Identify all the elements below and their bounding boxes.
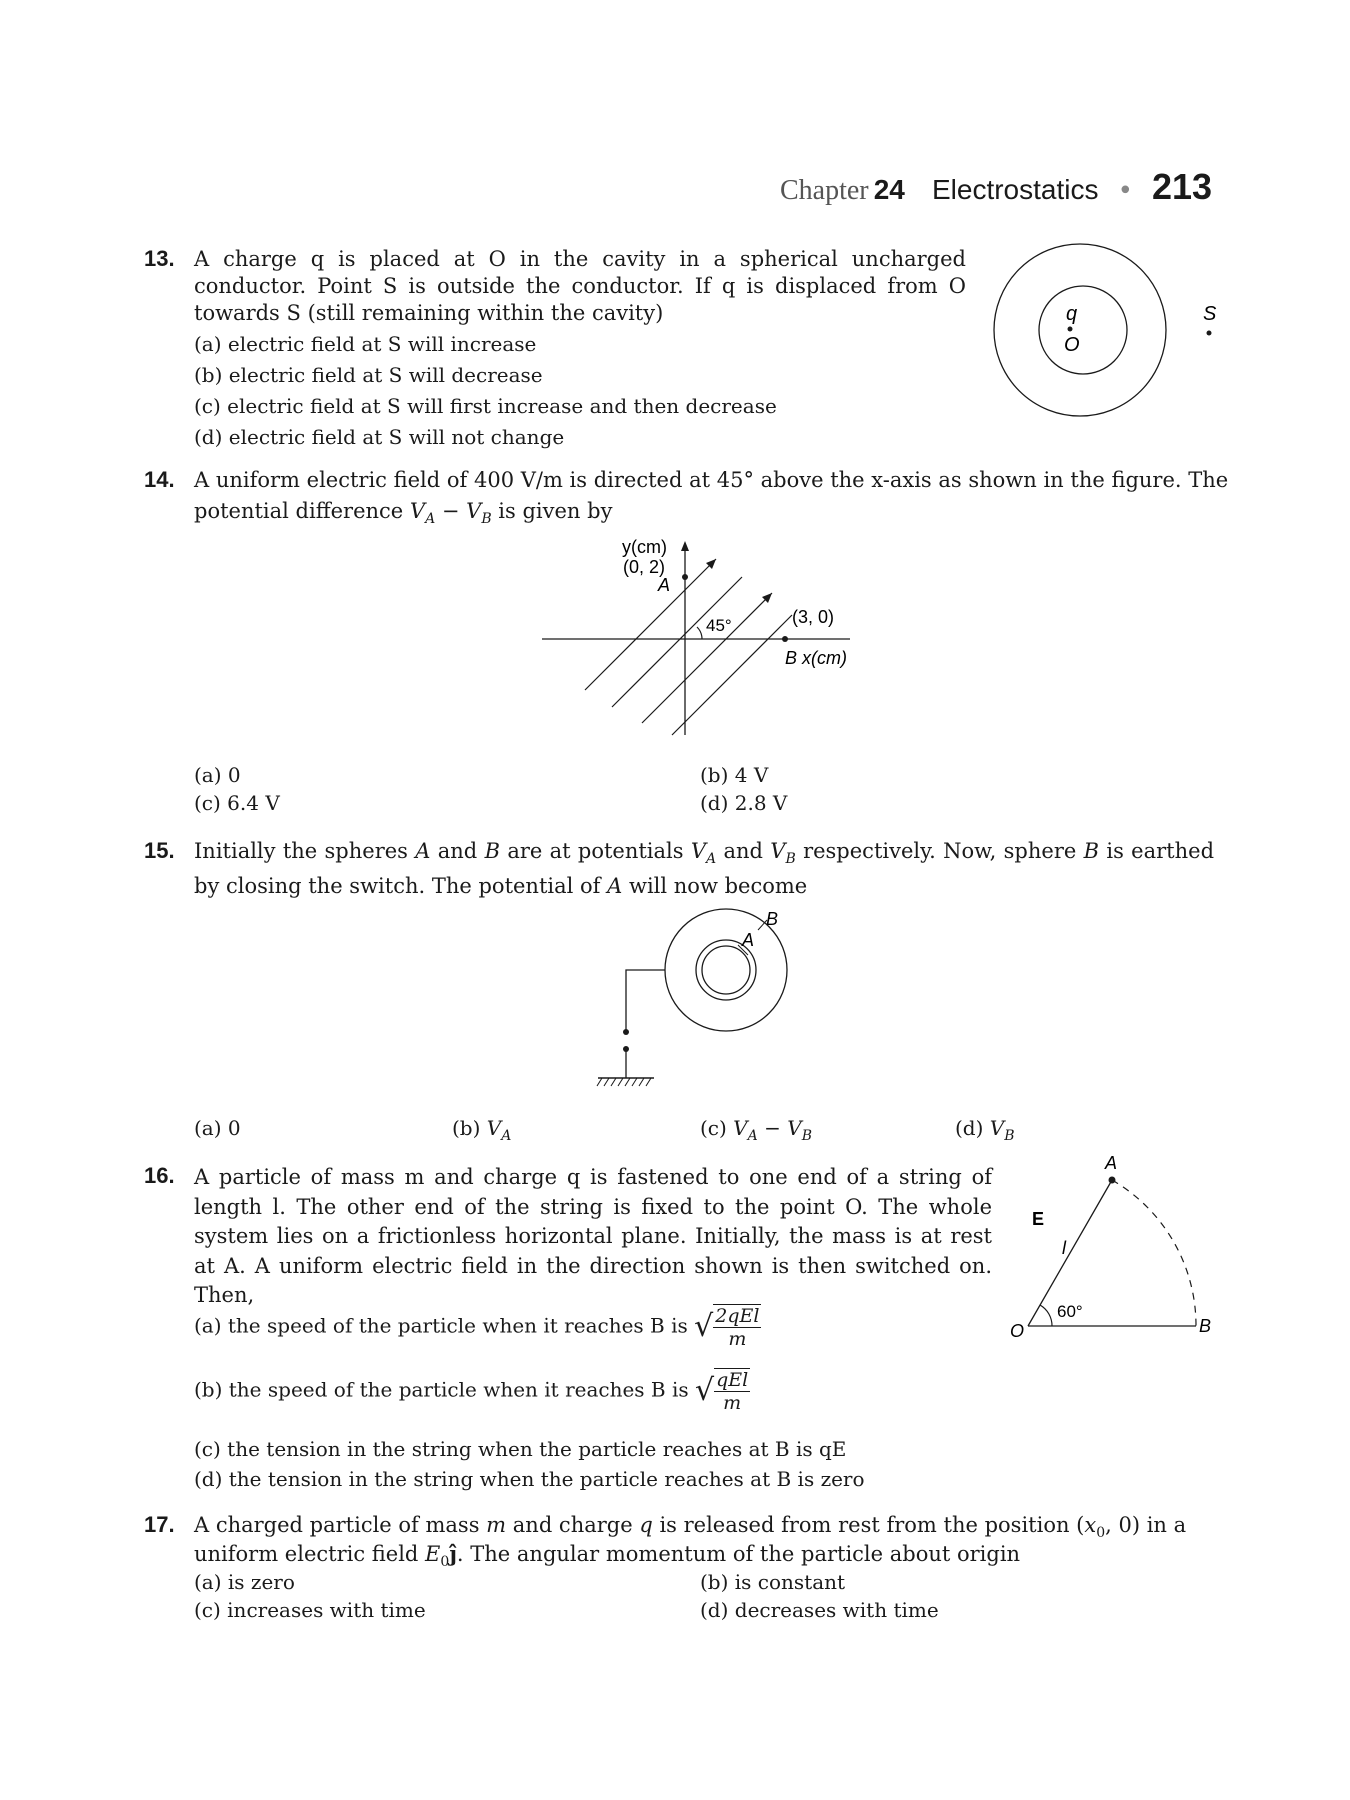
q15-number: 15.	[144, 838, 175, 863]
q13-option-a: (a) electric field at S will increase	[194, 332, 537, 356]
q16-angle-label: 60°	[1057, 1302, 1083, 1321]
q13-center-label: O	[1064, 334, 1080, 356]
q16-option-b-text: (b) the speed of the particle when it reaches B is	[194, 1377, 689, 1402]
q16-option-b	[194, 1368, 750, 1414]
q17-option-a: (a) is zero	[194, 1570, 295, 1594]
q17-number: 17.	[144, 1512, 175, 1537]
q16-option-c: (c) the tension in the string when the particle reaches at B is qE	[194, 1437, 847, 1461]
q17-text-line2: uniform electric field $E_0ĵ$. The angular momentum of the particle about origin	[194, 1541, 1021, 1571]
chapter-title: Electrostatics	[931, 174, 1099, 205]
q15-label-a: A	[742, 930, 755, 950]
q14-point-a-coord: (0, 2)	[623, 557, 666, 577]
q14-point-a-label: A	[658, 575, 671, 595]
q13-option-d: (d) electric field at S will not change	[194, 425, 565, 449]
q14-option-a: (a) 0	[194, 763, 241, 787]
q13-option-b: (b) electric field at S will decrease	[194, 363, 543, 387]
q16-option-a-text: (a) the speed of the particle when it reaches B is	[194, 1313, 688, 1338]
q13-number: 13.	[144, 246, 175, 271]
q16-point-a-dot	[1109, 1177, 1116, 1184]
q14-y-arrow	[681, 541, 689, 551]
q15-option-c: (c) $V_A - V_B$	[700, 1116, 812, 1144]
q14-point-b-coord: (3, 0)	[792, 607, 835, 627]
q14-option-d: (d) 2.8 V	[700, 791, 788, 815]
q16-frac-b	[714, 1368, 750, 1414]
q16-frac-a-num: 2qEl	[715, 1305, 760, 1327]
q17-option-b: (b) is constant	[700, 1570, 846, 1594]
q14-text-line1: A uniform electric field of 400 V/m is directed at 45° above the x-axis as shown in the figure. The	[194, 468, 1229, 492]
q13-text: A charge q is placed at O in the cavity in a spherical uncharged conductor. Point S is outside the conductor. If q is displaced from O towards S (still remaining within the cavity)	[194, 247, 966, 325]
q16-sqrt-b: √	[695, 1373, 715, 1408]
q14-point-b-dot	[782, 636, 788, 642]
q16-text: A particle of mass m and charge q is fastened to one end of a string of length l. The other end of the string is fixed to the point O. The whole system lies on a frictionless horizontal plane. Initially, the mass is at rest at A. A uniform electric field in the direction shown is then switched on. Then,	[194, 1165, 992, 1307]
q14-field-lines	[585, 559, 792, 735]
q13-option-c: (c) electric field at S will first increase and then decrease	[194, 394, 777, 418]
q16-length-label: l	[1062, 1238, 1066, 1258]
q13-figure	[980, 240, 1230, 420]
q15-wire	[626, 970, 665, 1032]
q15-option-b: (b) $V_A$	[452, 1116, 512, 1144]
header-separator: •	[1117, 176, 1133, 206]
q14-option-b: (b) 4 V	[700, 763, 769, 787]
q15-text: Initially the spheres A and B are at potentials $V_A$ and $V_B$ respectively. Now, sphere B is earthed by closing the switch. The potential of A will now become	[194, 839, 1215, 899]
q16-frac-a-den: m	[728, 1328, 747, 1350]
q16-field-label: E	[1032, 1209, 1045, 1229]
q13-point-label: S	[1203, 303, 1217, 325]
page-number: 213	[1152, 166, 1213, 207]
q16-point-a-label: A	[1105, 1153, 1118, 1173]
q14-x-label: B x(cm)	[785, 648, 847, 668]
q16-arc-path	[1112, 1180, 1196, 1326]
q17-text-line1: A charged particle of mass m and charge q is released from rest from the position ($x_0$, 0) in a	[194, 1513, 1187, 1542]
q16-frac-b-num: qEl	[716, 1369, 749, 1391]
chapter-number: 24	[873, 174, 905, 205]
q16-origin-label: O	[1010, 1321, 1025, 1340]
q15-figure	[590, 908, 820, 1093]
q16-frac-b-den: m	[723, 1392, 742, 1414]
q14-option-c: (c) 6.4 V	[194, 791, 280, 815]
q16-angle-arc	[1040, 1305, 1052, 1326]
q14-number: 14.	[144, 467, 175, 492]
q14-y-label: y(cm)	[622, 537, 667, 557]
q14-figure	[530, 535, 880, 745]
q13-charge-dot	[1068, 327, 1073, 332]
q15-option-a: (a) 0	[194, 1116, 241, 1140]
q13-cavity	[1039, 286, 1127, 374]
q16-option-a	[194, 1304, 761, 1350]
q15-sphere-a-inner	[702, 946, 750, 994]
q13-charge-label: q	[1066, 303, 1078, 325]
q16-figure	[1000, 1150, 1230, 1340]
q15-label-b: B	[766, 909, 779, 929]
q15-ground-hatch	[597, 1078, 651, 1086]
q17-option-c: (c) increases with time	[194, 1598, 426, 1622]
q14-text-line2: potential difference $V_A - V_B$ is given by	[194, 499, 613, 528]
q15-switch-contact	[623, 1029, 629, 1035]
q16-number: 16.	[144, 1163, 175, 1188]
running-header	[780, 166, 1212, 208]
q14-point-a-dot	[682, 574, 688, 580]
q16-sqrt-a: √	[694, 1309, 714, 1344]
q15-option-d: (d) $V_B$	[955, 1116, 1015, 1144]
q17-option-d: (d) decreases with time	[700, 1598, 939, 1622]
q16-frac-a	[713, 1304, 761, 1350]
q13-point-dot	[1207, 331, 1212, 336]
q16-point-b-label: B	[1199, 1316, 1212, 1336]
q14-angle-label: 45°	[706, 616, 732, 635]
q13-outer-sphere	[994, 244, 1166, 416]
chapter-word: Chapter	[780, 175, 869, 206]
q14-angle-arc	[697, 627, 702, 639]
q16-option-d: (d) the tension in the string when the particle reaches at B is zero	[194, 1467, 865, 1491]
